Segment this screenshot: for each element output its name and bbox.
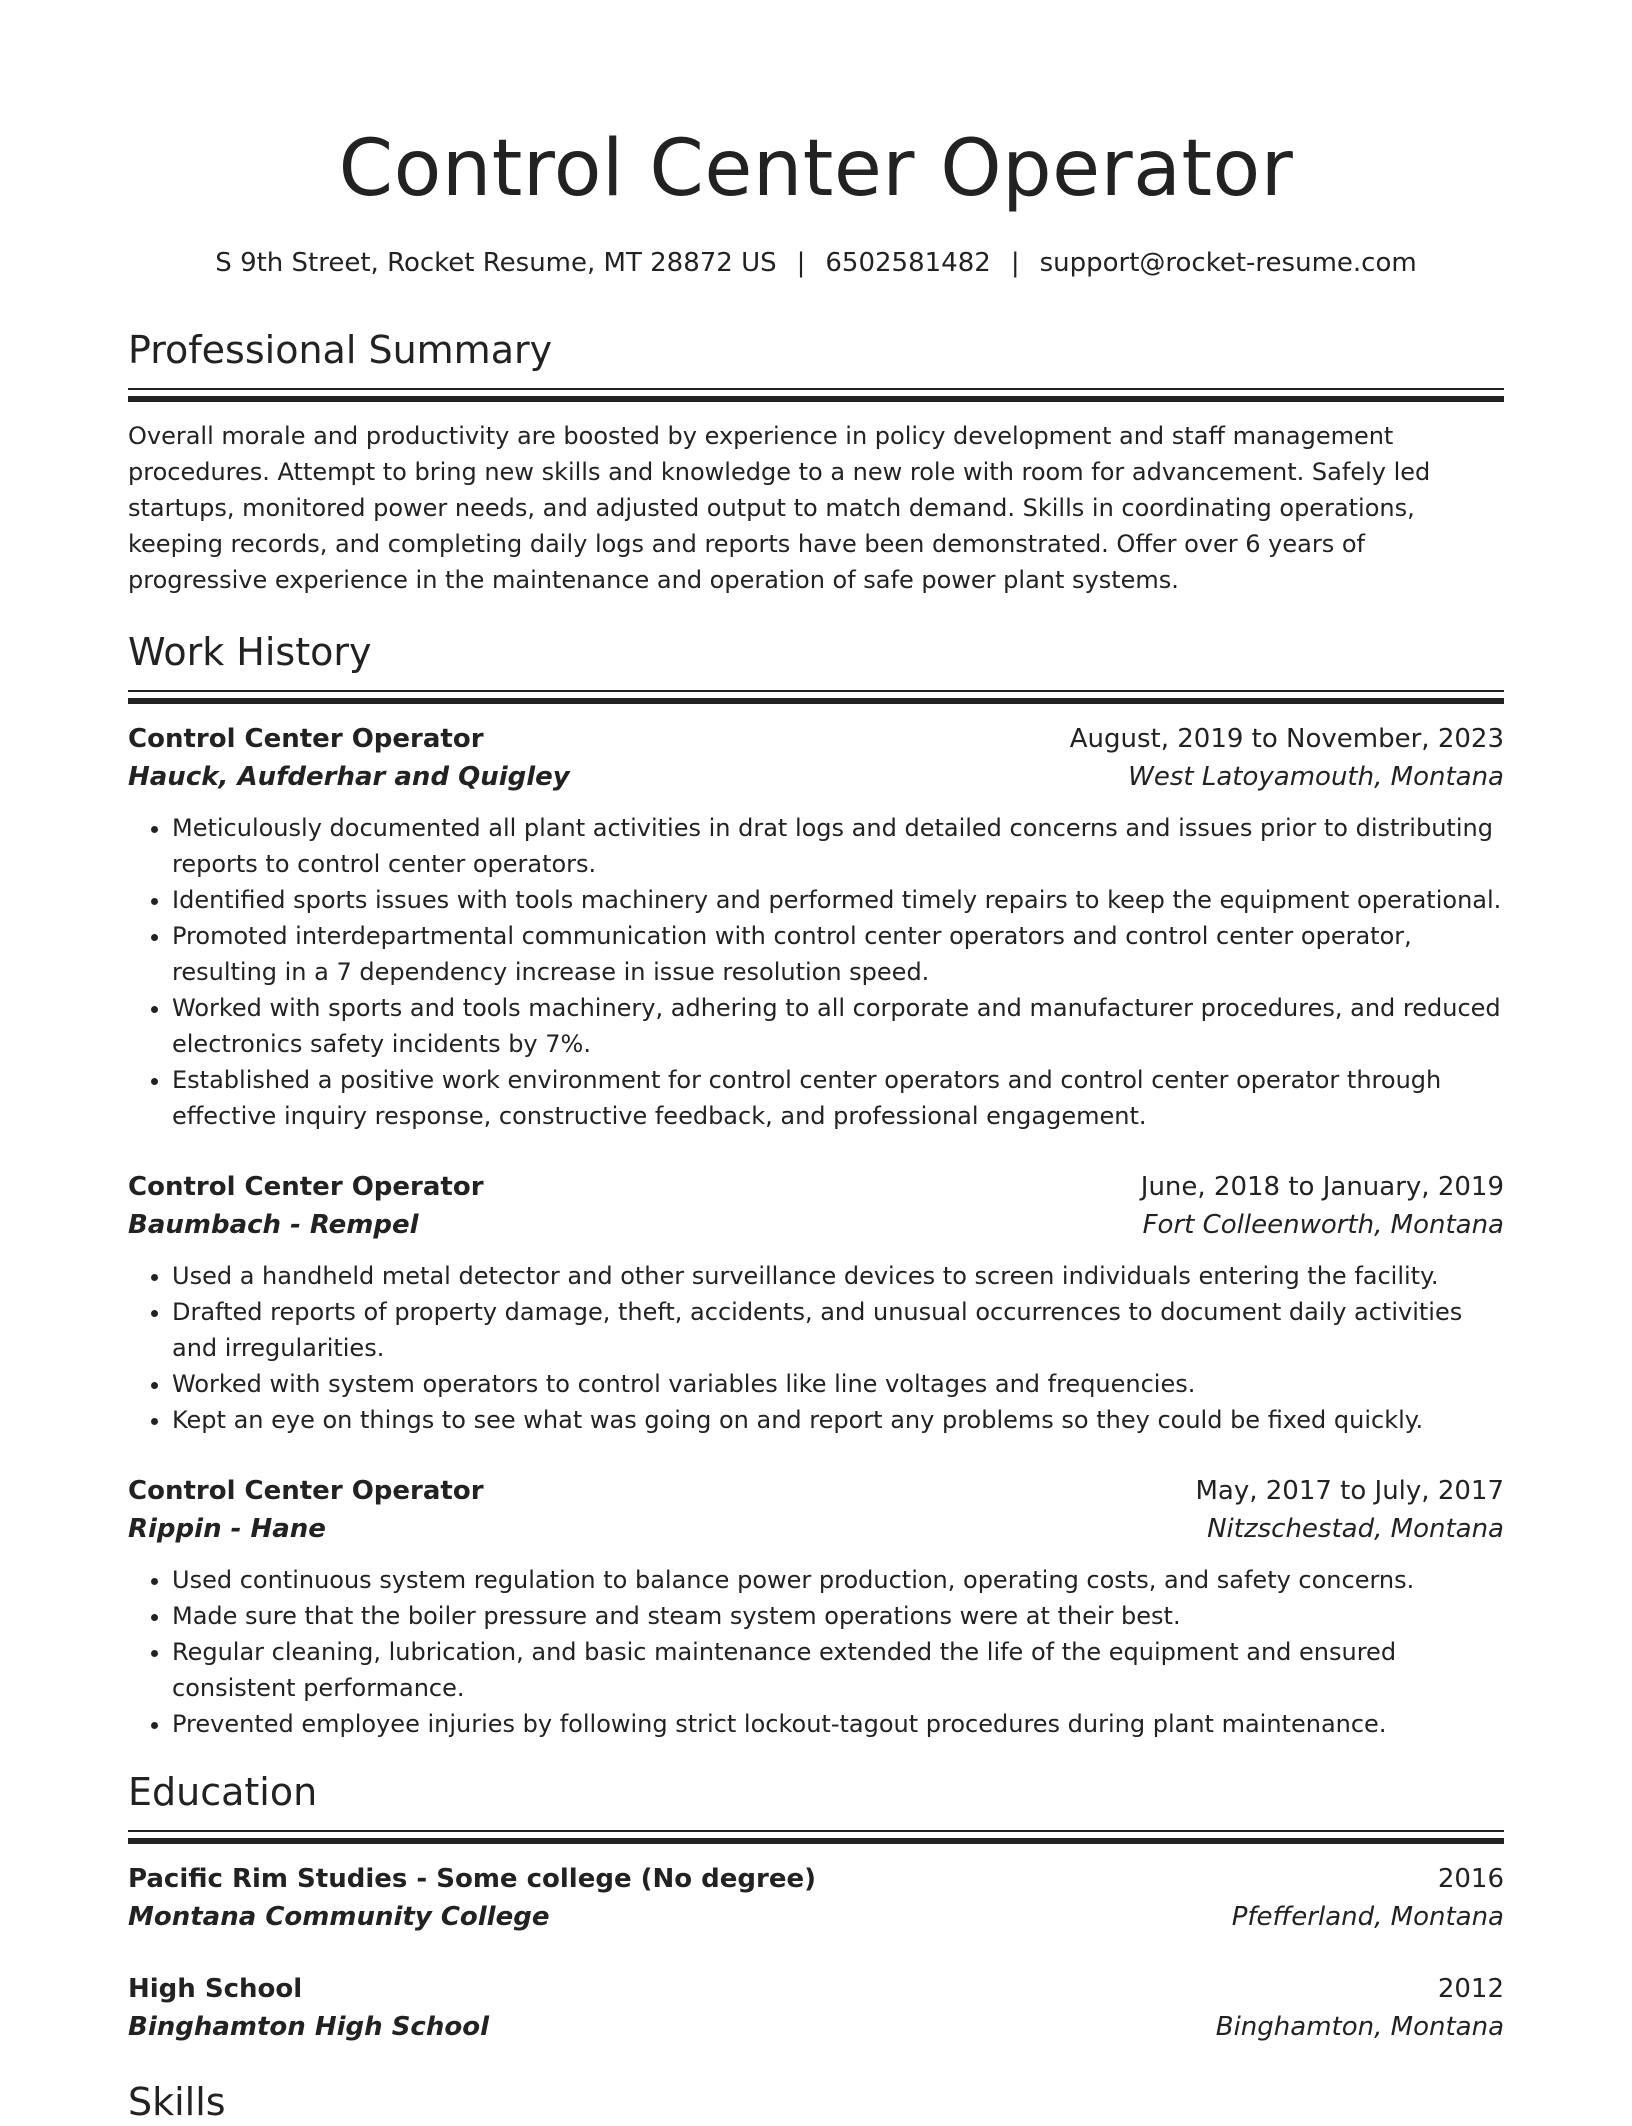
job-title: Control Center Operator — [128, 1172, 484, 1202]
section-divider — [128, 1830, 1504, 1844]
job-title: Control Center Operator — [128, 1476, 484, 1506]
job-dates: May, 2017 to July, 2017 — [1195, 1476, 1504, 1506]
job-bullet: • Kept an eye on things to see what was going on and report any problems so they could be fixed quickly. — [172, 1402, 1504, 1438]
job-bullet: • Meticulously documented all plant activities in drat logs and detailed concerns and issues prior to distributing reports to control center operators. — [172, 810, 1504, 882]
education-school: Binghamton High School — [128, 2012, 489, 2042]
education-location: Binghamton, Montana — [1215, 2012, 1504, 2042]
contact-phone: 6502581482 — [825, 248, 991, 278]
contact-address: S 9th Street, Rocket Resume, MT 28872 US — [215, 248, 777, 278]
job-location: Fort Colleenworth, Montana — [1142, 1210, 1504, 1240]
job-dates: June, 2018 to January, 2019 — [1140, 1172, 1504, 1202]
job-entry — [128, 1472, 1504, 1742]
job-bullet: • Used continuous system regulation to balance power production, operating costs, and safety concerns. — [172, 1562, 1504, 1598]
education-section — [128, 1768, 1504, 2046]
education-school: Montana Community College — [128, 1902, 550, 1932]
job-location: West Latoyamouth, Montana — [1128, 762, 1504, 792]
job-bullet: • Regular cleaning, lubrication, and basic maintenance extended the life of the equipment and ensured consistent performance. — [172, 1634, 1504, 1706]
contact-email: support@rocket-resume.com — [1039, 248, 1417, 278]
education-entry — [128, 1970, 1504, 2046]
resume-name: Control Center Operator — [338, 124, 1294, 214]
job-bullet: • Worked with sports and tools machinery, adhering to all corporate and manufacturer procedures, and reduced electronics safety incidents by 7%. — [172, 990, 1504, 1062]
summary-section — [128, 326, 1504, 598]
education-location: Pfefferland, Montana — [1231, 1902, 1504, 1932]
job-bullet: • Drafted reports of property damage, theft, accidents, and unusual occurrences to document daily activities and irregularities. — [172, 1294, 1504, 1366]
contact-separator: | — [1010, 248, 1020, 278]
job-location: Nitzschestad, Montana — [1207, 1514, 1504, 1544]
work-history-section — [128, 628, 1504, 1742]
education-year: 2012 — [1437, 1974, 1504, 2004]
education-degree: Pacific Rim Studies - Some college (No degree) — [128, 1864, 817, 1894]
education-entry — [128, 1860, 1504, 1936]
job-company: Hauck, Aufderhar and Quigley — [128, 762, 570, 792]
section-title: Education — [128, 1770, 318, 1814]
job-bullet: • Identified sports issues with tools machinery and performed timely repairs to keep the equipment operational. — [172, 882, 1504, 918]
job-entry — [128, 720, 1504, 1134]
section-divider — [128, 690, 1504, 704]
contact-line — [128, 246, 1504, 280]
summary-text: Overall morale and productivity are boosted by experience in policy development and staff management procedures. Attempt to bring new skills and knowledge to a new role with room for advancement. Safely led startups, monitored power needs, and adjusted output to match demand. Skills in coordinating operations, keeping records, and completing daily logs and reports have been demonstrated. Offer over 6 years of progressive experience in the maintenance and operation of safe power plant systems. — [128, 422, 1431, 594]
job-bullets — [128, 810, 1504, 1134]
job-company: Rippin - Hane — [128, 1514, 326, 1544]
section-title: Professional Summary — [128, 328, 553, 372]
job-dates: August, 2019 to November, 2023 — [1069, 724, 1504, 754]
job-bullets — [128, 1562, 1504, 1742]
job-entry — [128, 1168, 1504, 1438]
section-title: Work History — [128, 630, 372, 674]
section-title: Skills — [128, 2080, 226, 2124]
education-degree: High School — [128, 1974, 303, 2004]
job-company: Baumbach - Rempel — [128, 1210, 419, 1240]
skills-section — [128, 2078, 1504, 2126]
job-bullet: • Promoted interdepartmental communication with control center operators and control center operator, resulting in a 7 dependency increase in issue resolution speed. — [172, 918, 1504, 990]
job-bullet: • Established a positive work environment for control center operators and control center operator through effective inquiry response, constructive feedback, and professional engagement. — [172, 1062, 1504, 1134]
contact-separator: | — [796, 248, 806, 278]
education-year: 2016 — [1437, 1864, 1504, 1894]
job-bullet: • Made sure that the boiler pressure and steam system operations were at their best. — [172, 1598, 1504, 1634]
job-bullet: • Worked with system operators to control variables like line voltages and frequencies. — [172, 1366, 1504, 1402]
job-title: Control Center Operator — [128, 724, 484, 754]
job-bullet: • Prevented employee injuries by following strict lockout-tagout procedures during plant maintenance. — [172, 1706, 1504, 1742]
section-divider — [128, 388, 1504, 402]
job-bullets — [128, 1258, 1504, 1438]
job-bullet: • Used a handheld metal detector and other surveillance devices to screen individuals entering the facility. — [172, 1258, 1504, 1294]
